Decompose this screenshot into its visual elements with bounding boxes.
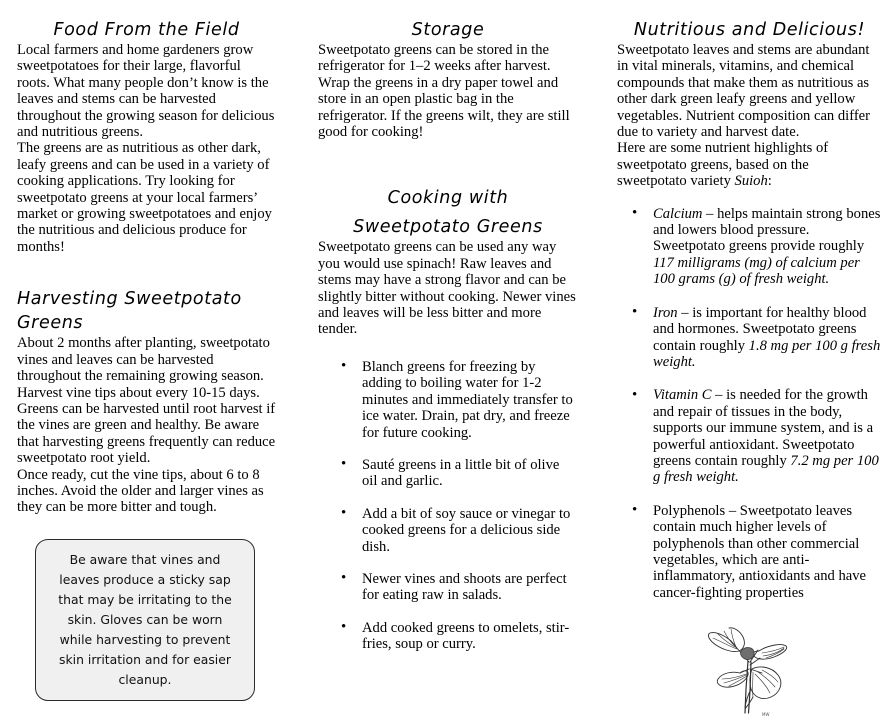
callout-box-sap-warning — [35, 539, 255, 701]
section-title-storage: Storage — [411, 20, 485, 40]
harvesting-paragraph-1: About 2 months after planting, sweetpotato vines and leaves can be harvested throughout the remaining growing season. Harvest vine tips about every 10-15 days. Greens can be harvested until root harvest if the vines are green and healthy. Be aware that harvesting greens frequently can reduce sweetpotato root yield. — [17, 335, 276, 467]
list-item: • Add a bit of soy sauce or vinegar to cooked greens for a delicious side dish. — [338, 506, 578, 555]
nutrition-intro-paragraph: Sweetpotato leaves and stems are abundant in vital minerals, vitamins, and chemical compounds that make them as nutritious as other dark green leafy greens and yellow vegetables. Nutrient composition can differ due to variety and harvest date. — [617, 42, 871, 141]
column-storage-and-cooking — [300, 0, 600, 655]
nutrient-name: Polyphenols — [653, 502, 726, 519]
list-item: • Blanch greens for freezing by adding to boiling water for 1-2 minutes and immediately transfer to ice water. Drain, pat dry, and freeze for future cooking. — [338, 359, 578, 441]
nutrition-lead-in — [617, 140, 882, 189]
nutrient-amount: 7.2 mg per 100 g fresh weight. — [653, 452, 879, 486]
variety-name: Suioh — [734, 173, 768, 190]
nutrient-dash: – — [711, 387, 727, 404]
column-food-from-the-field — [0, 0, 300, 687]
nutrient-name: Iron — [653, 304, 678, 321]
illustration-signature: MW — [761, 712, 769, 718]
list-item — [629, 503, 882, 601]
nutrient-description: is important for healthy blood and hormones. Sweetpotato greens contain roughly — [653, 304, 867, 354]
list-item — [629, 387, 882, 485]
section-title-harvesting: Harvesting Sweetpotato Greens — [17, 289, 242, 334]
nutrient-dash: – — [702, 205, 718, 222]
list-item: • Sauté greens in a little bit of olive oil and garlic. — [338, 457, 578, 490]
cooking-title-line-2: Sweetpotato Greens — [353, 217, 543, 238]
nutrient-amount: 117 milligrams (mg) of calcium per 100 grams (g) of fresh weight. — [653, 254, 860, 288]
cooking-paragraph: Sweetpotato greens can be used any way you would use spinach! Raw leaves and stems may have a strong flavor and can be slightly bitter without cooking. Newer vines and leaves will be less bitter and more tender. — [318, 239, 576, 338]
nutrient-description: is needed for the growth and repair of tissues in the body, supports our immune system, and is a powerful antioxidant. Sweetpotato greens contain roughly — [653, 387, 874, 469]
storage-paragraph: Sweetpotato greens can be stored in the refrigerator for 1–2 weeks after harvest. Wrap the greens in a dry paper towel and store in an open plastic bag in the refrigerator. If the greens wilt, they are still good for cooking! — [318, 42, 570, 141]
intro-paragraph-1: Local farmers and home gardeners grow sweetpotatoes for their large, flavorful roots. What many people don’t know is the leaves and stems can be harvested throughout the growing season for delicious and nutritious greens. — [17, 42, 275, 141]
callout-text: Be aware that vines and leaves produce a sticky sap that may be irritating to the skin. Gloves can be worn while harvesting to prevent skin irritation and for easier cleanup. — [58, 551, 232, 687]
intro-paragraph-2: The greens are as nutritious as other dark, leafy greens and can be used in a variety of cooking applications. Try looking for sweetpotato greens at your local farmers’ market or growing sweetpotatoes and enjoy the nutritious and delicious produce for months! — [17, 140, 272, 255]
harvesting-paragraph-2: Once ready, cut the vine tips, about 6 to 8 inches. Avoid the older and larger vines as they can be more bitter and tough. — [17, 466, 264, 516]
nutrient-dash: – — [725, 502, 740, 519]
section-title-nutritious-and-delicious: Nutritious and Delicious! — [633, 20, 866, 40]
nutrient-highlights-list — [629, 206, 882, 602]
cooking-title-line-1: Cooking with — [387, 188, 509, 209]
lead-in-suffix: : — [767, 173, 772, 190]
nutrient-description: Sweetpotato leaves contain much higher levels of polyphenols than other commercial vegetables, which are anti-inflammatory, antioxidants and have cancer-fighting properties — [653, 502, 867, 601]
lead-in-prefix: Here are some nutrient highlights of sweetpotato greens, based on the sweetpotato variety — [617, 140, 829, 190]
nutrient-name: Calcium — [653, 205, 703, 222]
sweetpotato-plant-illustration — [617, 617, 882, 721]
cooking-tips-list — [338, 359, 578, 653]
nutrient-dash: – — [677, 304, 693, 321]
nutrient-name: Vitamin C — [653, 387, 712, 404]
list-item: • Newer vines and shoots are perfect for eating raw in salads. — [338, 571, 578, 604]
section-title-cooking — [318, 186, 578, 239]
nutrient-amount: 1.8 mg per 100 g fresh weight. — [653, 337, 881, 370]
nutrient-description: helps maintain strong bones and lowers blood pressure. Sweetpotato greens provide roughly — [653, 205, 881, 255]
page-title-food-from-the-field: Food From the Field — [53, 20, 240, 40]
list-item — [629, 206, 882, 288]
list-item: • Add cooked greens to omelets, stir-fries, soup or curry. — [338, 620, 578, 653]
column-nutrition — [600, 0, 896, 718]
list-item — [629, 305, 882, 371]
